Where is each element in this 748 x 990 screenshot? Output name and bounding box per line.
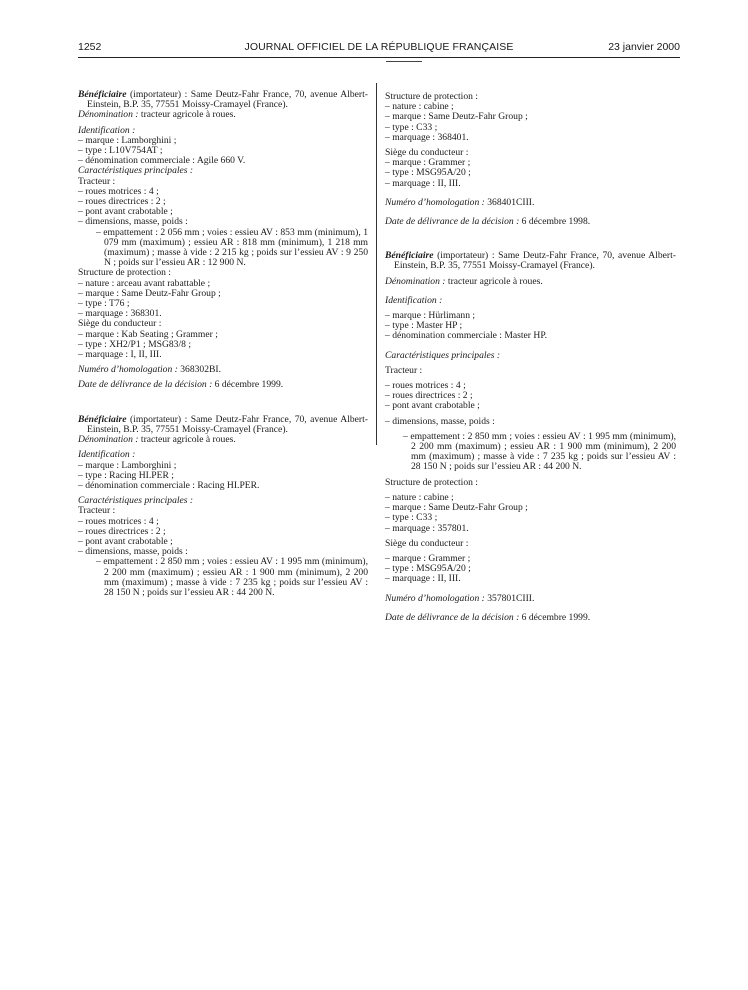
- decision-date-label: Date de délivrance de la décision :: [385, 611, 520, 623]
- list-item: – type : L10V754AT ;: [78, 145, 163, 157]
- denomination-label: Dénomination :: [78, 434, 139, 446]
- tractor-label: Tracteur :: [78, 505, 116, 517]
- list-item: – marquage : II, III.: [385, 177, 461, 189]
- denomination-text: tracteur agricole à roues.: [445, 275, 543, 287]
- list-item: – marque : Same Deutz-Fahr Group ;: [385, 111, 528, 123]
- decision-date-value: 6 décembre 1998.: [519, 216, 591, 228]
- decision-date-value: 6 décembre 1999.: [212, 379, 284, 391]
- identification-label: Identification :: [385, 294, 443, 306]
- list-item: – type : C33 ;: [385, 512, 438, 524]
- protection-label: Structure de protection :: [78, 267, 171, 279]
- list-item: – roues directrices : 2 ;: [78, 525, 166, 537]
- list-item: – type : Racing HI.PER ;: [78, 469, 174, 481]
- homologation-number: [78, 365, 368, 375]
- list-item: – dénomination commerciale : Agile 660 V.: [78, 155, 246, 167]
- list-item: – marque : Lamborghini ;: [78, 459, 177, 471]
- list-item: – dénomination commerciale : Racing HI.PER.: [78, 479, 260, 491]
- beneficiary-entry-1: [78, 90, 368, 110]
- denomination-label: Dénomination :: [78, 109, 139, 121]
- list-item: – roues directrices : 2 ;: [385, 390, 473, 402]
- list-item: – marque : Kab Seating ; Grammer ;: [78, 328, 218, 340]
- list-item: – roues motrices : 4 ;: [78, 185, 159, 197]
- list-item: – marquage : I, II, III.: [78, 349, 162, 361]
- homologation-label: Numéro d’homologation :: [78, 364, 178, 376]
- beneficiary-label: Bénéficiaire: [78, 413, 127, 425]
- list-item: – dimensions, masse, poids :: [78, 546, 188, 558]
- dimensions-text: – empattement : 2 056 mm ; voies : essieu AV : 853 mm (minimum), 1 079 mm (maximum) ; essieu AR : 818 mm (minimum), 1 218 mm (maximum) ; masse à vide : 2 215 kg ; poids sur l’essieu AV : 9 250 N ; poids sur l’essieu AR : 12 900 N.: [96, 226, 368, 269]
- list-item: – dénomination commerciale : Master HP.: [385, 330, 547, 342]
- list-item: – type : MSG95A/20 ;: [385, 167, 471, 179]
- protection-label: Structure de protection :: [385, 91, 478, 102]
- page-number: 1252: [78, 41, 102, 53]
- journal-title: JOURNAL OFFICIEL DE LA RÉPUBLIQUE FRANÇAISE: [244, 41, 514, 53]
- list-item: – marque : Grammer ;: [385, 157, 471, 169]
- beneficiary-entry-3: [385, 251, 676, 271]
- homologation-label: Numéro d’homologation :: [385, 196, 485, 208]
- denomination: [385, 277, 676, 287]
- list-item: – marque : Lamborghini ;: [78, 134, 177, 146]
- decision-date: [78, 380, 368, 390]
- list-item: – roues motrices : 4 ;: [385, 380, 466, 392]
- list-item: – pont avant crabotable ;: [78, 206, 173, 218]
- dimensions-text: – empattement : 2 850 mm ; voies : essieu AV : 1 995 mm (minimum), 2 200 mm (maximum) ; essieu AR : 1 900 mm (minimum), 2 200 mm (maximum) ; masse à vide : 7 235 kg ; poids sur l’essieu AV : 28 150 N ; poids sur l’essieu AR : 44 200 N.: [96, 556, 368, 598]
- beneficiary-label: Bénéficiaire: [78, 89, 127, 100]
- list-item: – marquage : 368301.: [78, 308, 162, 320]
- beneficiary-text: (importateur) : Same Deutz-Fahr France, 70, avenue Albert-Einstein, B.P. 35, 77551 Moissy-Cramayel (France).: [394, 250, 676, 272]
- identification-label: Identification :: [78, 124, 136, 136]
- denomination: [78, 110, 368, 120]
- list-item: – type : T76 ;: [78, 298, 130, 310]
- denomination-text: tracteur agricole à roues.: [138, 109, 236, 121]
- issue-date: 23 janvier 2000: [608, 41, 680, 53]
- beneficiary-entry-2: [78, 415, 368, 435]
- list-item: – dimensions, masse, poids :: [385, 415, 495, 427]
- homologation-number: [385, 594, 676, 604]
- list-item: – marquage : 357801.: [385, 522, 469, 534]
- homologation-value: 357801CIII.: [484, 592, 535, 604]
- homologation-value: 368302BI.: [177, 364, 222, 376]
- list-item: – type : MSG95A/20 ;: [385, 563, 471, 575]
- characteristics-label: Caractéristiques principales :: [385, 349, 501, 361]
- decision-date-label: Date de délivrance de la décision :: [385, 216, 520, 228]
- list-item: – nature : cabine ;: [385, 491, 454, 503]
- list-item: – marque : Hürlimann ;: [385, 310, 476, 322]
- tractor-label: Tracteur :: [78, 175, 116, 187]
- list-item: – pont avant crabotable ;: [78, 535, 173, 547]
- list-item: – type : C33 ;: [385, 121, 438, 133]
- list-item: – marque : Same Deutz-Fahr Group ;: [385, 502, 528, 514]
- list-item: – nature : arceau avant rabattable ;: [78, 277, 211, 289]
- list-item: – type : XH2/P1 ; MSG83/8 ;: [78, 338, 192, 350]
- homologation-number: [385, 198, 676, 208]
- protection-label: Structure de protection :: [385, 476, 478, 488]
- column-divider: [376, 83, 377, 445]
- beneficiary-text: (importateur) : Same Deutz-Fahr France, 70, avenue Albert-Einstein, B.P. 35, 77551 Moissy-Cramayel (France).: [87, 89, 368, 111]
- seat-label: Siège du conducteur :: [385, 537, 469, 549]
- right-column: [385, 92, 676, 623]
- list-item: – marque : Same Deutz-Fahr Group ;: [78, 287, 221, 299]
- beneficiary-label: Bénéficiaire: [385, 250, 434, 262]
- denomination: [78, 435, 368, 445]
- left-column: [78, 90, 368, 598]
- characteristics-label: Caractéristiques principales :: [78, 495, 194, 507]
- beneficiary-text: (importateur) : Same Deutz-Fahr France, 70, avenue Albert-Einstein, B.P. 35, 77551 Moissy-Cramayel (France).: [87, 413, 368, 435]
- list-item: – marque : Grammer ;: [385, 552, 471, 564]
- decision-date-value: 6 décembre 1999.: [519, 611, 591, 623]
- denomination-text: tracteur agricole à roues.: [138, 434, 236, 446]
- seat-label: Siège du conducteur :: [78, 318, 162, 330]
- list-item: – roues directrices : 2 ;: [78, 196, 166, 208]
- header-dash: [386, 61, 422, 62]
- list-item: – dimensions, masse, poids :: [78, 216, 188, 228]
- homologation-label: Numéro d’homologation :: [385, 592, 485, 604]
- decision-date: [385, 217, 676, 227]
- list-item: – marquage : 368401.: [385, 131, 469, 143]
- page-header: [78, 41, 680, 57]
- header-rule: [78, 57, 680, 58]
- denomination-label: Dénomination :: [385, 275, 446, 287]
- characteristics-label: Caractéristiques principales :: [78, 165, 194, 177]
- list-item: – marquage : II, III.: [385, 573, 461, 585]
- dimensions-text: – empattement : 2 850 mm ; voies : essieu AV : 1 995 mm (minimum), 2 200 mm (maximum) ; essieu AR : 1 900 mm (minimum), 2 200 mm (maximum) ; masse à vide : 7 235 kg ; poids sur l’essieu AV : 28 150 N ; poids sur l’essieu AR : 44 200 N.: [403, 430, 676, 473]
- tractor-label: Tracteur :: [385, 364, 423, 376]
- homologation-value: 368401CIII.: [484, 196, 535, 208]
- identification-label: Identification :: [78, 449, 136, 461]
- list-item: – nature : cabine ;: [385, 101, 454, 113]
- seat-label: Siège du conducteur :: [385, 147, 469, 159]
- decision-date-label: Date de délivrance de la décision :: [78, 379, 213, 391]
- list-item: – roues motrices : 4 ;: [78, 515, 159, 527]
- list-item: – pont avant crabotable ;: [385, 400, 480, 412]
- decision-date: [385, 613, 676, 623]
- list-item: – type : Master HP ;: [385, 320, 463, 332]
